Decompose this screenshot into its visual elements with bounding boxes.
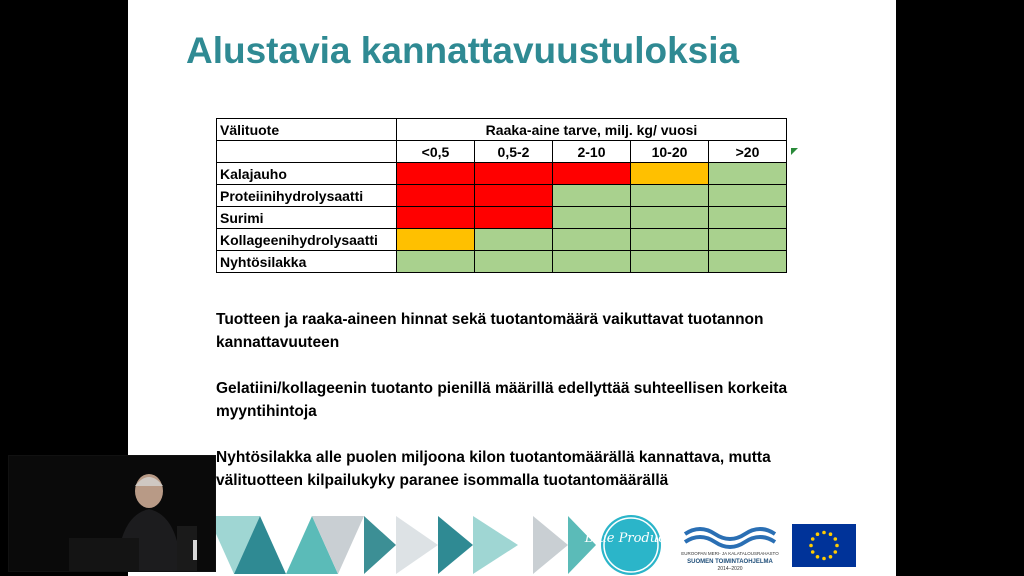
eu-star xyxy=(809,544,813,548)
rating-cell-red xyxy=(397,185,475,207)
note-paragraph: Gelatiini/kollageenin tuotanto pienillä määrillä edellyttää suhteellisen korkeita myyntihintoja xyxy=(216,380,788,420)
comment-indicator xyxy=(791,148,798,155)
svg-text:SUOMEN TOIMINTAOHJELMA: SUOMEN TOIMINTAOHJELMA xyxy=(687,559,773,565)
table-row xyxy=(217,207,787,229)
rating-cell-green xyxy=(553,185,631,207)
rating-cell-green xyxy=(631,207,709,229)
eu-star xyxy=(811,550,815,554)
eu-star xyxy=(822,557,826,561)
table-row xyxy=(217,185,787,207)
table-group-header: Raaka-aine tarve, milj. kg/ vuosi xyxy=(397,119,787,141)
rating-cell-green xyxy=(709,207,787,229)
rating-cell-green xyxy=(475,251,553,273)
rating-cell-orange xyxy=(631,163,709,185)
slide-notes xyxy=(216,308,856,515)
rating-cell-red xyxy=(553,163,631,185)
rating-cell-green xyxy=(631,229,709,251)
rating-cell-green xyxy=(553,207,631,229)
note-paragraph: Nyhtösilakka alle puolen miljoona kilon tuotantomäärällä kannattava, mutta välituotteen kilpailukyky paranee isommalla tuotantomäärällä xyxy=(216,449,771,489)
blue-products-text: Blue Products xyxy=(584,531,678,546)
table-row xyxy=(217,163,787,185)
eu-star xyxy=(835,544,839,548)
presentation-slide xyxy=(128,0,896,576)
column-header: <0,5 xyxy=(397,141,475,163)
rating-cell-orange xyxy=(397,229,475,251)
table-row-header: Välituote xyxy=(217,119,397,141)
svg-text:2014–2020: 2014–2020 xyxy=(717,566,743,572)
table-column-row xyxy=(217,141,787,163)
column-header: >20 xyxy=(709,141,787,163)
eu-star xyxy=(811,537,815,541)
eu-star xyxy=(834,550,838,554)
blue-products-logo xyxy=(584,515,678,575)
row-label: Kollageenihydrolysaatti xyxy=(217,229,397,251)
rating-cell-green xyxy=(631,185,709,207)
rating-cell-green xyxy=(709,185,787,207)
row-label: Kalajauho xyxy=(217,163,397,185)
rating-cell-green xyxy=(631,251,709,273)
slide-title: Alustavia kannattavuustuloksia xyxy=(186,30,740,71)
row-label: Nyhtösilakka xyxy=(217,251,397,273)
slide-footer xyxy=(128,512,896,576)
column-header: 2-10 xyxy=(553,141,631,163)
program-logo xyxy=(681,529,779,572)
eu-star xyxy=(834,537,838,541)
eu-star xyxy=(829,555,833,559)
row-label: Proteiinihydrolysaatti xyxy=(217,185,397,207)
presenter-webcam xyxy=(8,455,216,572)
rating-cell-green xyxy=(709,163,787,185)
eu-flag-icon xyxy=(792,524,856,567)
rating-cell-red xyxy=(397,163,475,185)
eu-star xyxy=(816,532,820,536)
row-label: Surimi xyxy=(217,207,397,229)
eu-star xyxy=(822,531,826,535)
rating-cell-red xyxy=(475,185,553,207)
table-empty-cell xyxy=(217,141,397,163)
note-paragraph: Tuotteen ja raaka-aineen hinnat sekä tuotantomäärä vaikuttavat tuotannon kannattavuuteen xyxy=(216,311,764,351)
column-header: 10-20 xyxy=(631,141,709,163)
svg-text:EUROOPAN MERI- JA KALATALOUSRA: EUROOPAN MERI- JA KALATALOUSRAHASTO xyxy=(681,551,779,556)
rating-cell-green xyxy=(475,229,553,251)
decorative-triangles xyxy=(208,516,596,574)
rating-cell-red xyxy=(475,163,553,185)
table-body xyxy=(217,163,787,273)
rating-cell-green xyxy=(709,229,787,251)
rating-cell-green xyxy=(397,251,475,273)
profitability-table xyxy=(216,118,787,273)
rating-cell-red xyxy=(397,207,475,229)
rating-cell-green xyxy=(709,251,787,273)
table-header-row xyxy=(217,119,787,141)
rating-cell-green xyxy=(553,229,631,251)
rating-cell-red xyxy=(475,207,553,229)
table-row xyxy=(217,251,787,273)
eu-star xyxy=(829,532,833,536)
rating-cell-green xyxy=(553,251,631,273)
column-header: 0,5-2 xyxy=(475,141,553,163)
eu-star xyxy=(816,555,820,559)
table-row xyxy=(217,229,787,251)
